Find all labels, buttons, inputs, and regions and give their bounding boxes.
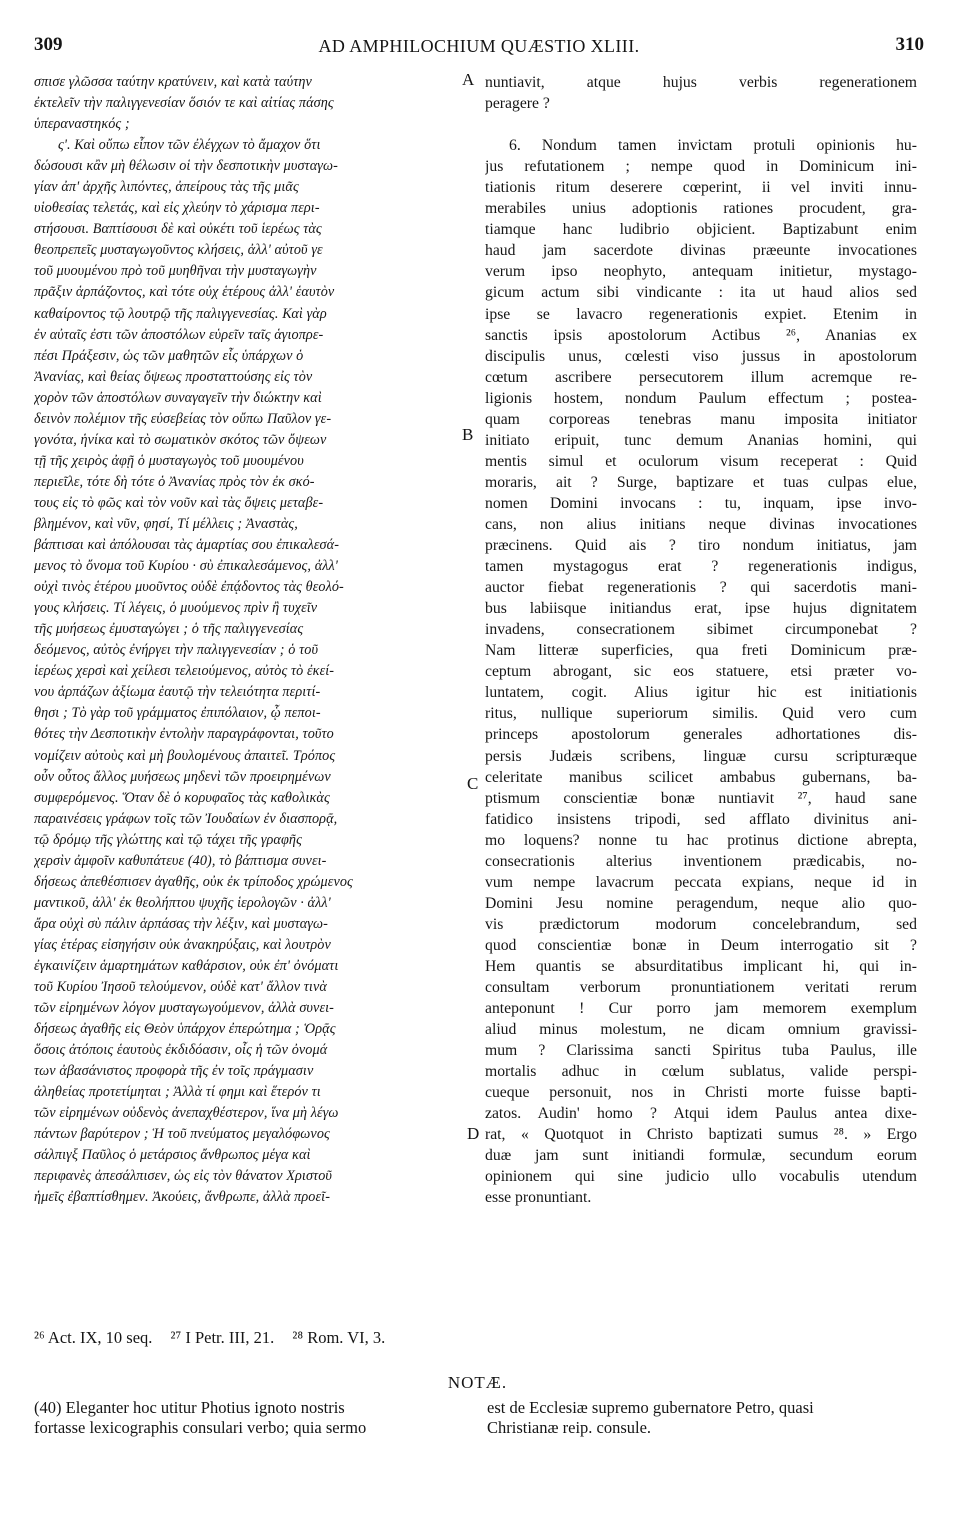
note-line: Christianæ reip. consule. — [487, 1418, 652, 1437]
footnote: ²⁸ Rom. VI, 3. — [292, 1328, 386, 1347]
latin-text-line: bus labiisque initiandus erat, ipse hujus dignitatem — [485, 600, 917, 618]
latin-text-line: auctor fiebat regenerationis ? qui sacerdotis mani- — [485, 579, 917, 597]
latin-text-line: mum ? Clarissima sancti Spiritus tuba Paulus, ille — [485, 1042, 917, 1060]
greek-text-line: τῶν εἰρημένων λόγον μυσταγωγούμενον, ἀλλὰ συνει- — [34, 1000, 335, 1017]
latin-text-line: zatos. Audin' homo ? Atqui idem Paulus antea dixe- — [485, 1105, 917, 1123]
greek-text-line: υἱοθεσίας τελετάς, καὶ εἰς χλεύην τὸ χάρισμα περι- — [34, 200, 320, 217]
latin-text-line: quam corporeas tenebras manu imposita initiator — [485, 410, 917, 428]
greek-text-line: Ἀνανίας, καὶ θείας ὄψεως προσταττούσης εἰς τὸν — [34, 368, 313, 385]
latin-text-line: mortalis adhuc in cœlum sublatus, valide perspi- — [485, 1063, 917, 1081]
greek-text-line: βλημένον, καὶ νῦν, φησί, Τί μέλλεις ; Ἀναστὰς, — [34, 515, 298, 532]
latin-text-line: ritus, nullique superiorum similis. Quid vero cum — [485, 705, 917, 723]
greek-text-line: θότες τὴν Δεσποτικὴν ἐντολὴν παραγράφονται, τοῦτο — [34, 726, 334, 743]
latin-text-line: quod conscientiæ bonæ in Deum interrogatio sit ? — [485, 936, 917, 954]
greek-text-line: πέσι Πράξεσιν, ὡς τῶν μαθητῶν εἷς ὑπάρχων ὁ — [34, 347, 304, 364]
margin-marker-a: A — [462, 70, 475, 89]
greek-text-column — [34, 72, 458, 1209]
latin-text-line: ipse se lavacro regenerationis expiet. Etenim in — [485, 305, 917, 323]
greek-text-line: τοῦ μυουμένου πρὸ τοῦ μυηθῆναι τὴν μυσταγωγὴν — [34, 263, 317, 280]
latin-text-line: tamen mystagogus erat ? regenerationis indigus, — [485, 558, 917, 576]
greek-text-line: τῷ δρόμῳ τῆς γλώττης καὶ τῷ τάχει τῆς γραφῆς — [34, 831, 302, 848]
latin-text-line: aliud minus molestum, ne dicam omnium gravissi- — [485, 1021, 917, 1039]
greek-text-line: σπισε γλῶσσα ταύτην κρατύνειν, καὶ κατὰ ταύτην — [34, 74, 312, 90]
footnote: ²⁷ I Petr. III, 21. — [170, 1328, 275, 1347]
greek-text-line: τους εἰς τὸ φῶς καὶ τὸν νοῦν καὶ τὰς ὄψεις μεταβε- — [34, 494, 324, 511]
greek-text-line: μενος τὸ ὄνομα τοῦ Κυρίου · σὺ ἐπικαλεσάμενος, ἀλλ' — [34, 558, 338, 575]
greek-text-line: ἐγκαινίζειν ἁμαρτημάτων καθάρσιον, οὐκ ἐπ' ὀνόματι — [34, 957, 339, 974]
greek-text-line: τῇ τῆς χειρὸς ἀφῇ ὁ μυσταγωγὸς τοῦ μυουμένου — [34, 452, 304, 469]
latin-text-line: præcinens. Quid ais ? tiro nondum initiatus, jam — [485, 537, 917, 555]
greek-text-line: δώσουσι κἂν μὴ θέλωσιν οἱ τὴν δεσποτικὴν μυσταγω- — [34, 158, 338, 175]
margin-marker-b: B — [462, 425, 474, 444]
greek-text-line: χερσὶν ἀμφοῖν καθυπάτευε (40), τὸ βάπτισμα συνει- — [34, 852, 327, 869]
latin-text-line: ptismum conscientiæ bonæ nuntiavit ²⁷, haud sane — [485, 789, 917, 807]
greek-text-line: γίας ἑτέρας εἰσηγήσιν οὐκ ἀνακηρύξαις, καὶ λουτρὸν — [34, 936, 331, 953]
latin-text-line: initiato eripuit, tunc demum Ananias homini, qui — [485, 431, 917, 449]
latin-text-line: ligionis hostem, nondum Paulum effectum ; postea- — [485, 389, 917, 407]
greek-text-line: γονότα, ἡνίκα καὶ τὸ σωματικὸν σκότος τῶν ὄψεων — [34, 431, 327, 448]
greek-text-line: τῆς μυήσεως ἐμυσταγώγει ; ὁ τῆς παλιγγενεσίας — [34, 621, 304, 638]
latin-text-line: tiamque hanc ludibrio objicient. Baptizabunt enim — [485, 221, 917, 239]
latin-text-line: cans, non alius initians neque divinas invocationes — [485, 515, 917, 533]
greek-text-line: τῶν εἰρημένων οὐδενὸς ἀνεπαχθέστερον, ἵνα μὴ λέγω — [34, 1105, 339, 1122]
latin-text-line: mentis simul et oculorum visum receperat : Quid — [485, 452, 917, 470]
latin-text-line: vum nempe lavacrum peccata expians, neque id in — [485, 873, 917, 891]
greek-text-line: πρᾶξιν ἁρπάζοντος, καὶ τότε οὐχ ἑτέρους ἀλλ' ἑαυτὸν — [34, 284, 335, 301]
latin-text-line: consultam verborum pronuntiationem veritati rerum — [485, 979, 917, 997]
greek-text-line: ὑπεραναστηκός ; — [34, 116, 130, 133]
greek-text-line: συμφερόμενος. Ὅταν δὲ ὁ κορυφαῖος τὰς καθολικὰς — [34, 789, 330, 806]
latin-text-line: ceptum abrogant, sic eos statuere, etsi præter vo- — [485, 663, 917, 681]
latin-text-line: invadens, consecrationem sibimet circumponebat ? — [485, 621, 917, 639]
latin-text-line: cueque personuit, nos in Christi morte fuisse bapti- — [485, 1084, 917, 1102]
greek-text-line: περιφανὲς ἀπεσάλπισεν, ὡς εἰς τὸν θάνατον Χριστοῦ — [34, 1168, 333, 1185]
greek-text-line: χορὸν τῶν ἀποστόλων συναγαγεῖν τὴν διώκτην καὶ — [34, 389, 322, 406]
greek-text-line: θησι ; Τὸ γὰρ τοῦ γράμματος ἐπιπόλαιον, ᾧ πεποι- — [34, 705, 321, 722]
latin-text-line: merabiles unius adoptionis rationes procudent, gra- — [485, 200, 917, 218]
running-title: AD AMPHILOCHIUM QUÆSTIO XLIII. — [318, 36, 640, 56]
greek-text-line: τοῦ Κυρίου Ἰησοῦ τελούμενον, οὐδὲ κατ' ἄλλον τινὰ — [34, 979, 327, 996]
greek-text-line: των ἀβασάνιστος προφορὰ τῆς ἐν τοῖς πράγμασιν — [34, 1063, 314, 1080]
greek-text-line: ἄρα οὐχὶ σὺ πάλιν ἁρπάσας τὴν λέξιν, καὶ μυσταγω- — [34, 915, 328, 932]
latin-text-line: jus refutationem ; nempe quod in Dominicum ini- — [485, 158, 917, 176]
latin-text-line: sanctis ipsis apostolorum Actibus ²⁶, Ananias ex — [485, 326, 917, 344]
latin-text-line: nomen Domini invocans : tu, inquam, ipse invo- — [485, 494, 917, 512]
greek-text-line: οὐχὶ τινὸς ἑτέρου μυοῦντος οὐδὲ ἐπᾴδοντος τὰς θεολό- — [34, 579, 344, 596]
latin-text-line: celeritate manibus scilicet ambabus gubernans, ba- — [485, 768, 917, 786]
note-line: est de Ecclesiæ supremo gubernatore Petro, quasi — [487, 1398, 814, 1417]
greek-text-line: περιεῖλε, τότε δὴ τότε ὁ Ἀνανίας πρὸς τὸν ἐκ σκό- — [34, 473, 315, 490]
latin-text-line: gicum actum sibi vindicante : ita ut haud alios sed — [485, 284, 917, 302]
running-header — [34, 34, 924, 64]
greek-text-line: σάλπιγξ Παῦλος ὁ μετάρσιος ἄνθρωπος μέγα καὶ — [34, 1147, 311, 1164]
greek-text-line: γίαν ἀπ' ἀρχῆς λιπόντες, ἀπείρους τὰς τῆς μιᾶς — [34, 179, 299, 196]
latin-text-line: haud jam sacerdote divinas præeunte invocationes — [485, 242, 917, 260]
greek-text-line: καθαίροντος τῷ λουτρῷ τῆς παλιγγενεσίας. Καὶ γὰρ — [34, 305, 327, 322]
greek-text-line: ἀληθείας προτετίμηται ; Ἀλλὰ τί φημι καὶ ἕτερόν τι — [34, 1084, 321, 1101]
latin-text-line: nuntiavit, atque hujus verbis regenerationem — [485, 74, 917, 91]
latin-text-line: fatidico insistens tripodi, sed afflato divinitus ani- — [485, 810, 917, 828]
latin-text-column — [485, 72, 917, 1209]
latin-text-line: moraris, ait ? Surge, baptizare et tuas culpas elue, — [485, 473, 917, 491]
latin-text-line: Nam litteræ superficies, qua freti Dominicum præ- — [485, 642, 917, 660]
greek-text-line: ἱερέως χερσὶ καὶ χείλεσι τελειούμενος, αὐτὸς τὸ ἐκεί- — [34, 663, 335, 680]
latin-text-line: mo loquens? nonne tu hac protinus dictione abrepta, — [485, 831, 917, 849]
greek-text-line: θεοπρεπεῖς μυσταγωγοῦντος κλήσεις, ἀλλ' αὐτοῦ γε — [34, 242, 323, 259]
greek-text-line: δεόμενος, αὐτὸς ἐνήργει τὴν παλιγγενεσίαν ; ὁ τοῦ — [34, 642, 319, 659]
note-right-column — [487, 1398, 919, 1438]
latin-text-line: opinionem qui sine judicio ullo vocabulis utendum — [485, 1168, 917, 1186]
latin-text-line: consecrationis alterius inventionem prædicabis, no- — [485, 852, 917, 870]
latin-text-line: esse pronuntiant. — [485, 1189, 592, 1207]
margin-marker-c: C — [467, 774, 479, 793]
latin-text-line: verum ipso neophyto, antequam initietur, mystago- — [485, 263, 917, 281]
greek-text-line: μαντικοῦ, ἀλλ' ἐκ θεολήπτου ψυχῆς ἱερολογῶν · ἀλλ' — [34, 894, 331, 911]
latin-text-line: princeps apostolorum generales adhortationes dis- — [485, 726, 917, 744]
latin-text-line: persis Judæis scribens, linguæ cursu scripturæque — [485, 747, 917, 765]
greek-text-line: στήσουσι. Βαπτίσουσι δὲ καὶ οὐκέτι τοῦ ἱερέως τὰς — [34, 221, 322, 238]
greek-text-line: ς'. Καὶ οὔπω εἶπον τῶν ἐλέγχων τὸ ἄμαχον ὅτι — [58, 137, 321, 154]
greek-text-line: γους κλήσεις. Τί λέγεις, ὁ μυούμενος πρὶν ἢ τυχεῖν — [34, 600, 318, 617]
greek-text-line: πάντων βαρύτερον ; Ἡ τοῦ πνεύματος μεγαλόφωνος — [34, 1126, 330, 1143]
footnotes — [34, 1328, 924, 1348]
latin-text-line: anteponunt ! Cur porro jam memorem exemplum — [485, 1000, 917, 1018]
notes-heading: NOTÆ. — [447, 1373, 508, 1392]
footnote: ²⁶ Act. IX, 10 seq. — [34, 1328, 153, 1347]
greek-text-line: ἐν αὐταῖς ἐστι τῶν ἀποστόλων εὑρεῖν ταῖς ἁγιοπρε- — [34, 326, 324, 343]
greek-text-line: δήσεως ἀπεθέσπισεν ἀγαθῆς, οὐκ ἐκ τρίποδος χρώμενος — [34, 873, 353, 890]
greek-text-line: οὖν οὗτος ἄλλος μυήσεως μηδενὶ τῶν προειρημένων — [34, 768, 331, 785]
greek-text-line: παραινέσεις γράφων τοῖς τῶν Ἰουδαίων ἐν διασπορᾷ, — [34, 810, 338, 827]
greek-text-line: δεινὸν πολέμιον τῆς εὐσεβείας τὸν οὔπω Παῦλον γε- — [34, 410, 332, 427]
latin-text-line: duæ jam sunt initiandi formulæ, secundum eorum — [485, 1147, 917, 1165]
page-number-left: 309 — [34, 34, 63, 55]
latin-text-line: rat, « Quotquot in Christo baptizati sumus ²⁸. » Ergo — [485, 1126, 917, 1144]
latin-text-line: luntatem, cogit. Alius igitur hic est initiationis — [485, 684, 917, 702]
latin-text-line: tiationis ritum deserere cœperint, ii vel inviti innu- — [485, 179, 917, 197]
note-left-column — [34, 1398, 464, 1438]
latin-text-line: peragere ? — [485, 95, 550, 113]
greek-text-line: δήσεως ἀγαθῆς εἰς Θεὸν ὑπάρχον ἐπερώτημα ; Ὁρᾷς — [34, 1021, 336, 1038]
note-line: fortasse lexicographis consulari verbo; quia sermo — [34, 1418, 367, 1437]
latin-text-line: Domini Jesu nomine peragendum, neque alio quo- — [485, 894, 917, 912]
greek-text-line: βάπτισαι καὶ ἀπόλουσαι τὰς ἁμαρτίας σου ἐπικαλεσά- — [34, 537, 340, 554]
greek-text-line: ἡμεῖς ἐβαπτίσθημεν. Ἀκούεις, ἄνθρωπε, ἀλλὰ προεῖ- — [34, 1189, 331, 1206]
greek-text-line: ἐκτελεῖν τὴν παλιγγενεσίαν ὅσιόν τε καὶ αἰτίας πάσης — [34, 95, 334, 112]
page-number-right: 310 — [895, 34, 924, 55]
latin-text-line: vis prædictorum modorum concelebrandum, sed — [485, 915, 917, 933]
margin-marker-d: D — [467, 1124, 480, 1143]
latin-text-line: 6. Nondum tamen invictam protuli opinionis hu- — [509, 137, 917, 155]
greek-text-line: νου ἁρπάζων ἀξίωμα ἑαυτῷ τὴν τελειότητα περιτί- — [34, 684, 321, 701]
latin-text-line: Hem quantis se absurditatibus implicant hi, qui in- — [485, 957, 917, 975]
greek-text-line: ὅσοις ἀτόποις ἑαυτοὺς ἐκδιδόασιν, οἷς ἡ τῶν ὀνομά — [34, 1042, 328, 1059]
note-line: (40) Eleganter hoc utitur Photius ignoto nostris — [34, 1398, 345, 1417]
latin-text-line: cœtum ascribere persecutorem illum acremque re- — [485, 368, 917, 386]
latin-text-line — [485, 114, 917, 135]
greek-text-line: νομίζειν αὐτοὺς καὶ μὴ βουλομένους ἀπαιτεῖ. Τρόπος — [34, 747, 336, 764]
latin-text-line: discipulis unus, cœlesti viso jussus in apostolorum — [485, 347, 917, 365]
